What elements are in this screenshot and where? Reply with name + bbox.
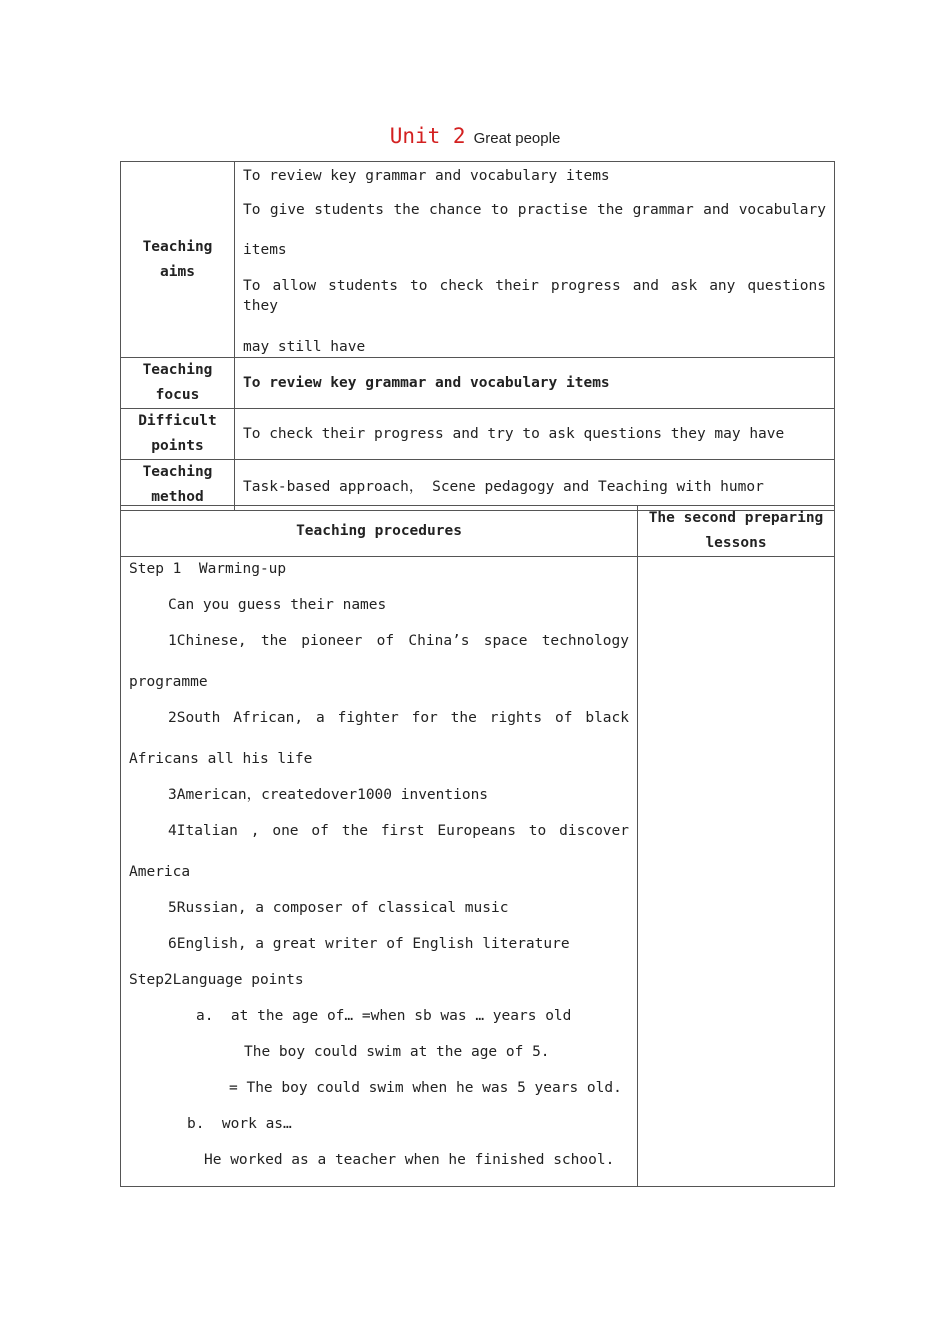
aims-line: To give students the chance to practise the grammar and vocabulary <box>243 202 826 218</box>
label-difficult-points: Difficult points <box>121 409 235 460</box>
procedures-body-row <box>121 557 835 1187</box>
proc-line: The boy could swim at the age of 5. <box>244 1044 550 1060</box>
row-teaching-aims <box>121 162 835 358</box>
teaching-method-content: Task-based approach， Scene pedagogy and Teaching with humor <box>235 460 835 511</box>
teaching-focus-content: To review key grammar and vocabulary items <box>235 358 835 409</box>
header-teaching-procedures: Teaching procedures <box>121 506 638 557</box>
procedures-table <box>120 505 835 1187</box>
proc-line: 5Russian, a composer of classical music <box>168 900 509 916</box>
row-difficult-points <box>121 409 835 460</box>
row-teaching-focus <box>121 358 835 409</box>
proc-line: Africans all his life <box>129 751 313 767</box>
row-teaching-method <box>121 460 835 511</box>
proc-line: = The boy could swim when he was 5 years old. <box>229 1080 622 1096</box>
proc-line: Step 1 Warming-up <box>129 561 287 577</box>
proc-line: 2South African, a fighter for the rights of black <box>168 710 629 726</box>
aims-line: may still have <box>243 339 366 355</box>
teaching-aims-content <box>235 162 835 358</box>
proc-line: 3American，createdover1000 inventions <box>168 787 489 803</box>
second-preparing-content <box>638 557 835 1187</box>
proc-line: Step2Language points <box>129 972 304 988</box>
proc-line: programme <box>129 674 208 690</box>
unit-title: Unit 2 <box>389 124 466 148</box>
aims-line: items <box>243 242 287 258</box>
proc-line: 6English, a great writer of English literature <box>168 936 570 952</box>
proc-line: a. at the age of… =when sb was … years old <box>196 1008 572 1024</box>
aims-line: To allow students to check their progress and ask any questions they <box>243 278 826 314</box>
aims-line: To review key grammar and vocabulary items <box>243 168 610 184</box>
proc-line: Can you guess their names <box>168 597 387 613</box>
procedures-header-row <box>121 506 835 557</box>
unit-subtitle: Great people <box>473 130 561 147</box>
proc-line: 1Chinese, the pioneer of China’s space technology <box>168 633 629 649</box>
proc-line: b. work as… <box>187 1116 292 1132</box>
proc-line: 4Italian , one of the first Europeans to discover <box>168 823 629 839</box>
header-second-preparing: The second preparing lessons <box>638 506 835 557</box>
procedures-content <box>121 557 638 1187</box>
info-table <box>120 161 835 511</box>
proc-line: He worked as a teacher when he finished school. <box>204 1152 615 1168</box>
difficult-points-content: To check their progress and try to ask questions they may have <box>235 409 835 460</box>
label-teaching-focus: Teaching focus <box>121 358 235 409</box>
page-title <box>0 124 950 148</box>
proc-line: America <box>129 864 191 880</box>
label-teaching-aims: Teaching aims <box>121 162 235 358</box>
label-teaching-method: Teaching method <box>121 460 235 511</box>
